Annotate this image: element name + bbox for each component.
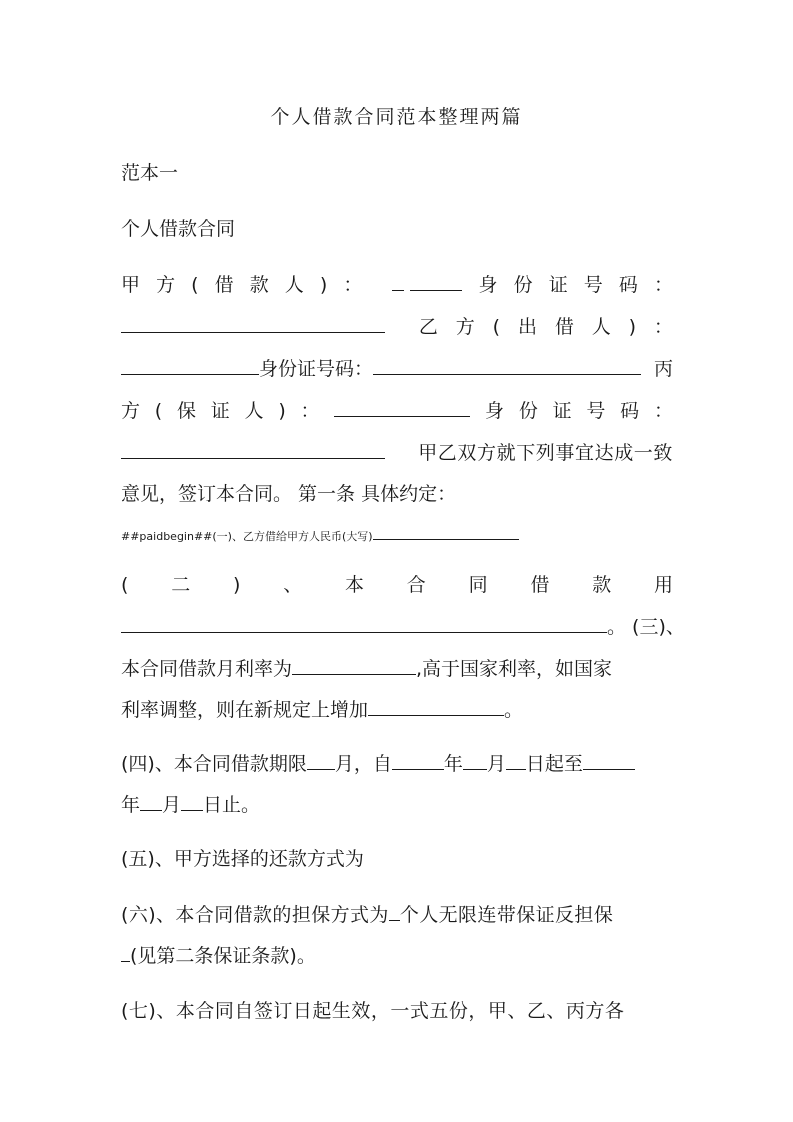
paid-marker-line: ##paidbegin##(一)、乙方借给甲方人民币(大写) — [121, 528, 519, 545]
blank-field — [121, 440, 385, 459]
party-c-line: 方 ( 保 证 人 ) ： 身 份 证 号 码 ： — [121, 400, 673, 422]
party-b-id-line: 身份证号码： 丙 — [121, 356, 673, 382]
blank-field — [373, 528, 519, 540]
agreement-continued: 意见，签订本合同。 第一条 具体约定： — [121, 483, 457, 505]
clause-2-line: ( 二 ) 、 本 合 同 借 款 用 — [121, 574, 673, 596]
clause-3-line: 本合同借款月利率为 ,高于国家利率，如国家 — [121, 658, 613, 680]
clause-2-continued: 。 (三)、 — [121, 614, 697, 640]
blank-field — [121, 314, 385, 333]
clause-4-line: (四)、本合同借款期限 月，自 年 月 日起至 — [121, 751, 673, 777]
blank-field — [140, 792, 162, 811]
blank-field — [181, 792, 203, 811]
blank-field — [583, 751, 635, 770]
clause-6-continued: (见第二条保证条款)。 — [121, 943, 673, 969]
blank-field — [307, 751, 335, 770]
blank-field — [121, 614, 607, 633]
section-heading: 范本一 — [121, 162, 179, 184]
blank-field — [334, 398, 470, 417]
blank-field — [121, 356, 259, 375]
blank-field — [292, 656, 416, 675]
clause-6-line: (六)、本合同借款的担保方式为 个人无限连带保证反担保 — [121, 904, 614, 926]
blank-field — [368, 697, 504, 716]
blank-field — [506, 751, 526, 770]
agreement-line: 甲乙双方就下列事宜达成一致 — [121, 440, 673, 466]
clause-5-line: (五)、甲方选择的还款方式为 — [121, 848, 364, 870]
contract-subtitle: 个人借款合同 — [121, 218, 236, 240]
blank-field — [463, 751, 487, 770]
blank-field — [392, 272, 462, 298]
blank-field — [121, 943, 130, 962]
blank-field — [392, 751, 444, 770]
clause-4-continued: 年 月 日止。 — [121, 794, 261, 816]
party-b-line: 乙 方 ( 出 借 人 ) ： — [121, 314, 673, 340]
clause-7-line: (七)、本合同自签订日起生效，一式五份，甲、乙、丙方各 — [121, 1000, 625, 1022]
clause-3-continued: 利率调整，则在新规定上增加 。 — [121, 699, 524, 721]
page-title: 个人借款合同范本整理两篇 — [270, 106, 523, 128]
party-a-line: 甲 方 ( 借 款 人 ) ： 身 份 证 号 码 ： — [121, 274, 673, 296]
blank-field — [389, 902, 400, 921]
blank-field — [373, 356, 641, 375]
